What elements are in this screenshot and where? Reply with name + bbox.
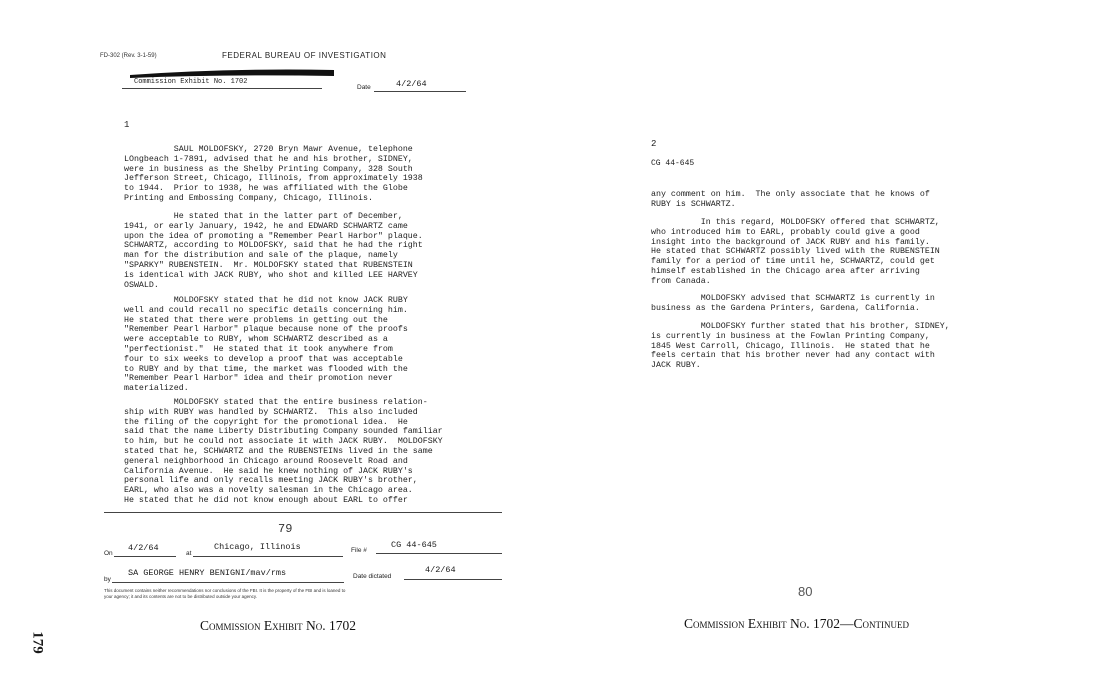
at-label: at — [186, 550, 192, 557]
paragraph-4: MOLDOFSKY stated that the entire business relation- ship with RUBY was handled by SCHWARTZ. This also included the filing of the copyright for the promotional idea. He said that the name Liberty Distributing Company sounded familiar to him, but he could not associate it with JACK RUBY. MOLDOFSKY stated that he, SCHWARTZ and the RUBENSTEINs lived in the same general neighborhood in Chicago around Roosevelt Road and California Avenue. He said he knew nothing of JACK RUBY's personal life and only recalls meeting JACK RUBY's brother, EARL, who also was a novelty salesman in the Chicago area. He stated that he did not know enough about EARL to offer — [124, 398, 443, 505]
file-label: File # — [351, 547, 367, 554]
file-number: CG 44-645 — [391, 540, 437, 550]
by-label: by — [104, 576, 111, 583]
right-paragraph-2: In this regard, MOLDOFSKY offered that SCHWARTZ, who introduced him to EARL, probably could give a good insight into the background of JACK RUBY and his family. He stated that SCHWARTZ possibly lived with the RUBENSTEIN family for a period of time until he, SCHWARTZ, could get himself established in the Chicago area after arriving from Canada. — [651, 218, 940, 286]
right-center-number: 80 — [798, 584, 813, 599]
center-number: 79 — [278, 522, 293, 536]
dictated-date: 4/2/64 — [425, 565, 456, 575]
form-code: FD-302 (Rev. 3-1-59) — [100, 53, 157, 59]
right-file-ref: CG 44-645 — [651, 159, 695, 168]
paragraph-1: SAUL MOLDOFSKY, 2720 Bryn Mawr Avenue, telephone LOngbeach 1-7891, advised that he and his brother, SIDNEY, were in business as the Shelby Printing Company, 328 South Jefferson Street, Chicago, Illinois, from approximately 1938 to 1944. Prior to 1938, he was affiliated with the Globe Printing and Embossing Company, Chicago, Illinois. — [124, 145, 423, 203]
bureau-header: FEDERAL BUREAU OF INVESTIGATION — [222, 51, 387, 60]
at-rule — [193, 556, 343, 557]
header-rule — [122, 88, 322, 89]
paragraph-3: MOLDOFSKY stated that he did not know JACK RUBY well and could recall no specific details concerning him. He stated that there were problems in getting out the "Remember Pearl Harbor" plaque because none of the proofs were acceptable to RUBY, whom SCHWARTZ described as a "perfectionist." He stated that it took anywhere from four to six weeks to develop a proof that was acceptable to RUBY and by that time, the market was flooded with the "Remember Pearl Harbor" idea and their promotion never materialized. — [124, 296, 408, 394]
page-marker: 1 — [124, 120, 130, 130]
report-date: 4/2/64 — [396, 79, 427, 89]
file-rule — [376, 553, 502, 554]
exhibit-tag: Commission Exhibit No. 1702 — [134, 78, 248, 86]
date-label: Date — [357, 84, 371, 91]
right-paragraph-4: MOLDOFSKY further stated that his brother, SIDNEY, is currently in business at the Fowlan Printing Company, 1845 West Carroll, Chicago, Illinois. He stated that he feels certain that his brother never had any contact with JACK RUBY. — [651, 322, 950, 371]
fbi-notice: This document contains neither recommendations nor conclusions of the FBI. It is the property of the FBI and is loaned to your agency; it and its contents are not to be distributed outside your agency. — [104, 588, 346, 599]
by-rule — [112, 582, 344, 583]
on-date: 4/2/64 — [128, 543, 159, 553]
dictated-rule — [404, 579, 502, 580]
dictated-label: Date dictated — [353, 573, 392, 580]
right-paragraph-3: MOLDOFSKY advised that SCHWARTZ is currently in business as the Gardena Printers, Gardena, California. — [651, 294, 935, 313]
right-caption: Commission Exhibit No. 1702—Continued — [684, 616, 909, 631]
date-rule — [374, 91, 466, 92]
paragraph-2: He stated that in the latter part of December, 1941, or early January, 1942, he and EDWARD SCHWARTZ came upon the idea of promoting a "Remember Pearl Harbor" plaque. SCHWARTZ, according to MOLDOFSKY, said that he had the right man for the distribution and sale of the plaque, namely "SPARKY" RUBENSTEIN. Mr. MOLDOFSKY stated that RUBENSTEIN is identical with JACK RUBY, who shot and killed LEE HARVEY OSWALD. — [124, 212, 423, 290]
agent-name: SA GEORGE HENRY BENIGNI/mav/rms — [128, 568, 287, 578]
side-page-number: 179 — [29, 631, 46, 654]
left-caption: Commission Exhibit No. 1702 — [200, 618, 357, 633]
on-label: On — [104, 550, 113, 557]
right-paragraph-1: any comment on him. The only associate that he knows of RUBY is SCHWARTZ. — [651, 190, 930, 209]
body-end-rule — [104, 512, 502, 513]
on-rule — [114, 556, 176, 557]
at-location: Chicago, Illinois — [214, 542, 301, 552]
right-page-marker: 2 — [651, 139, 657, 149]
